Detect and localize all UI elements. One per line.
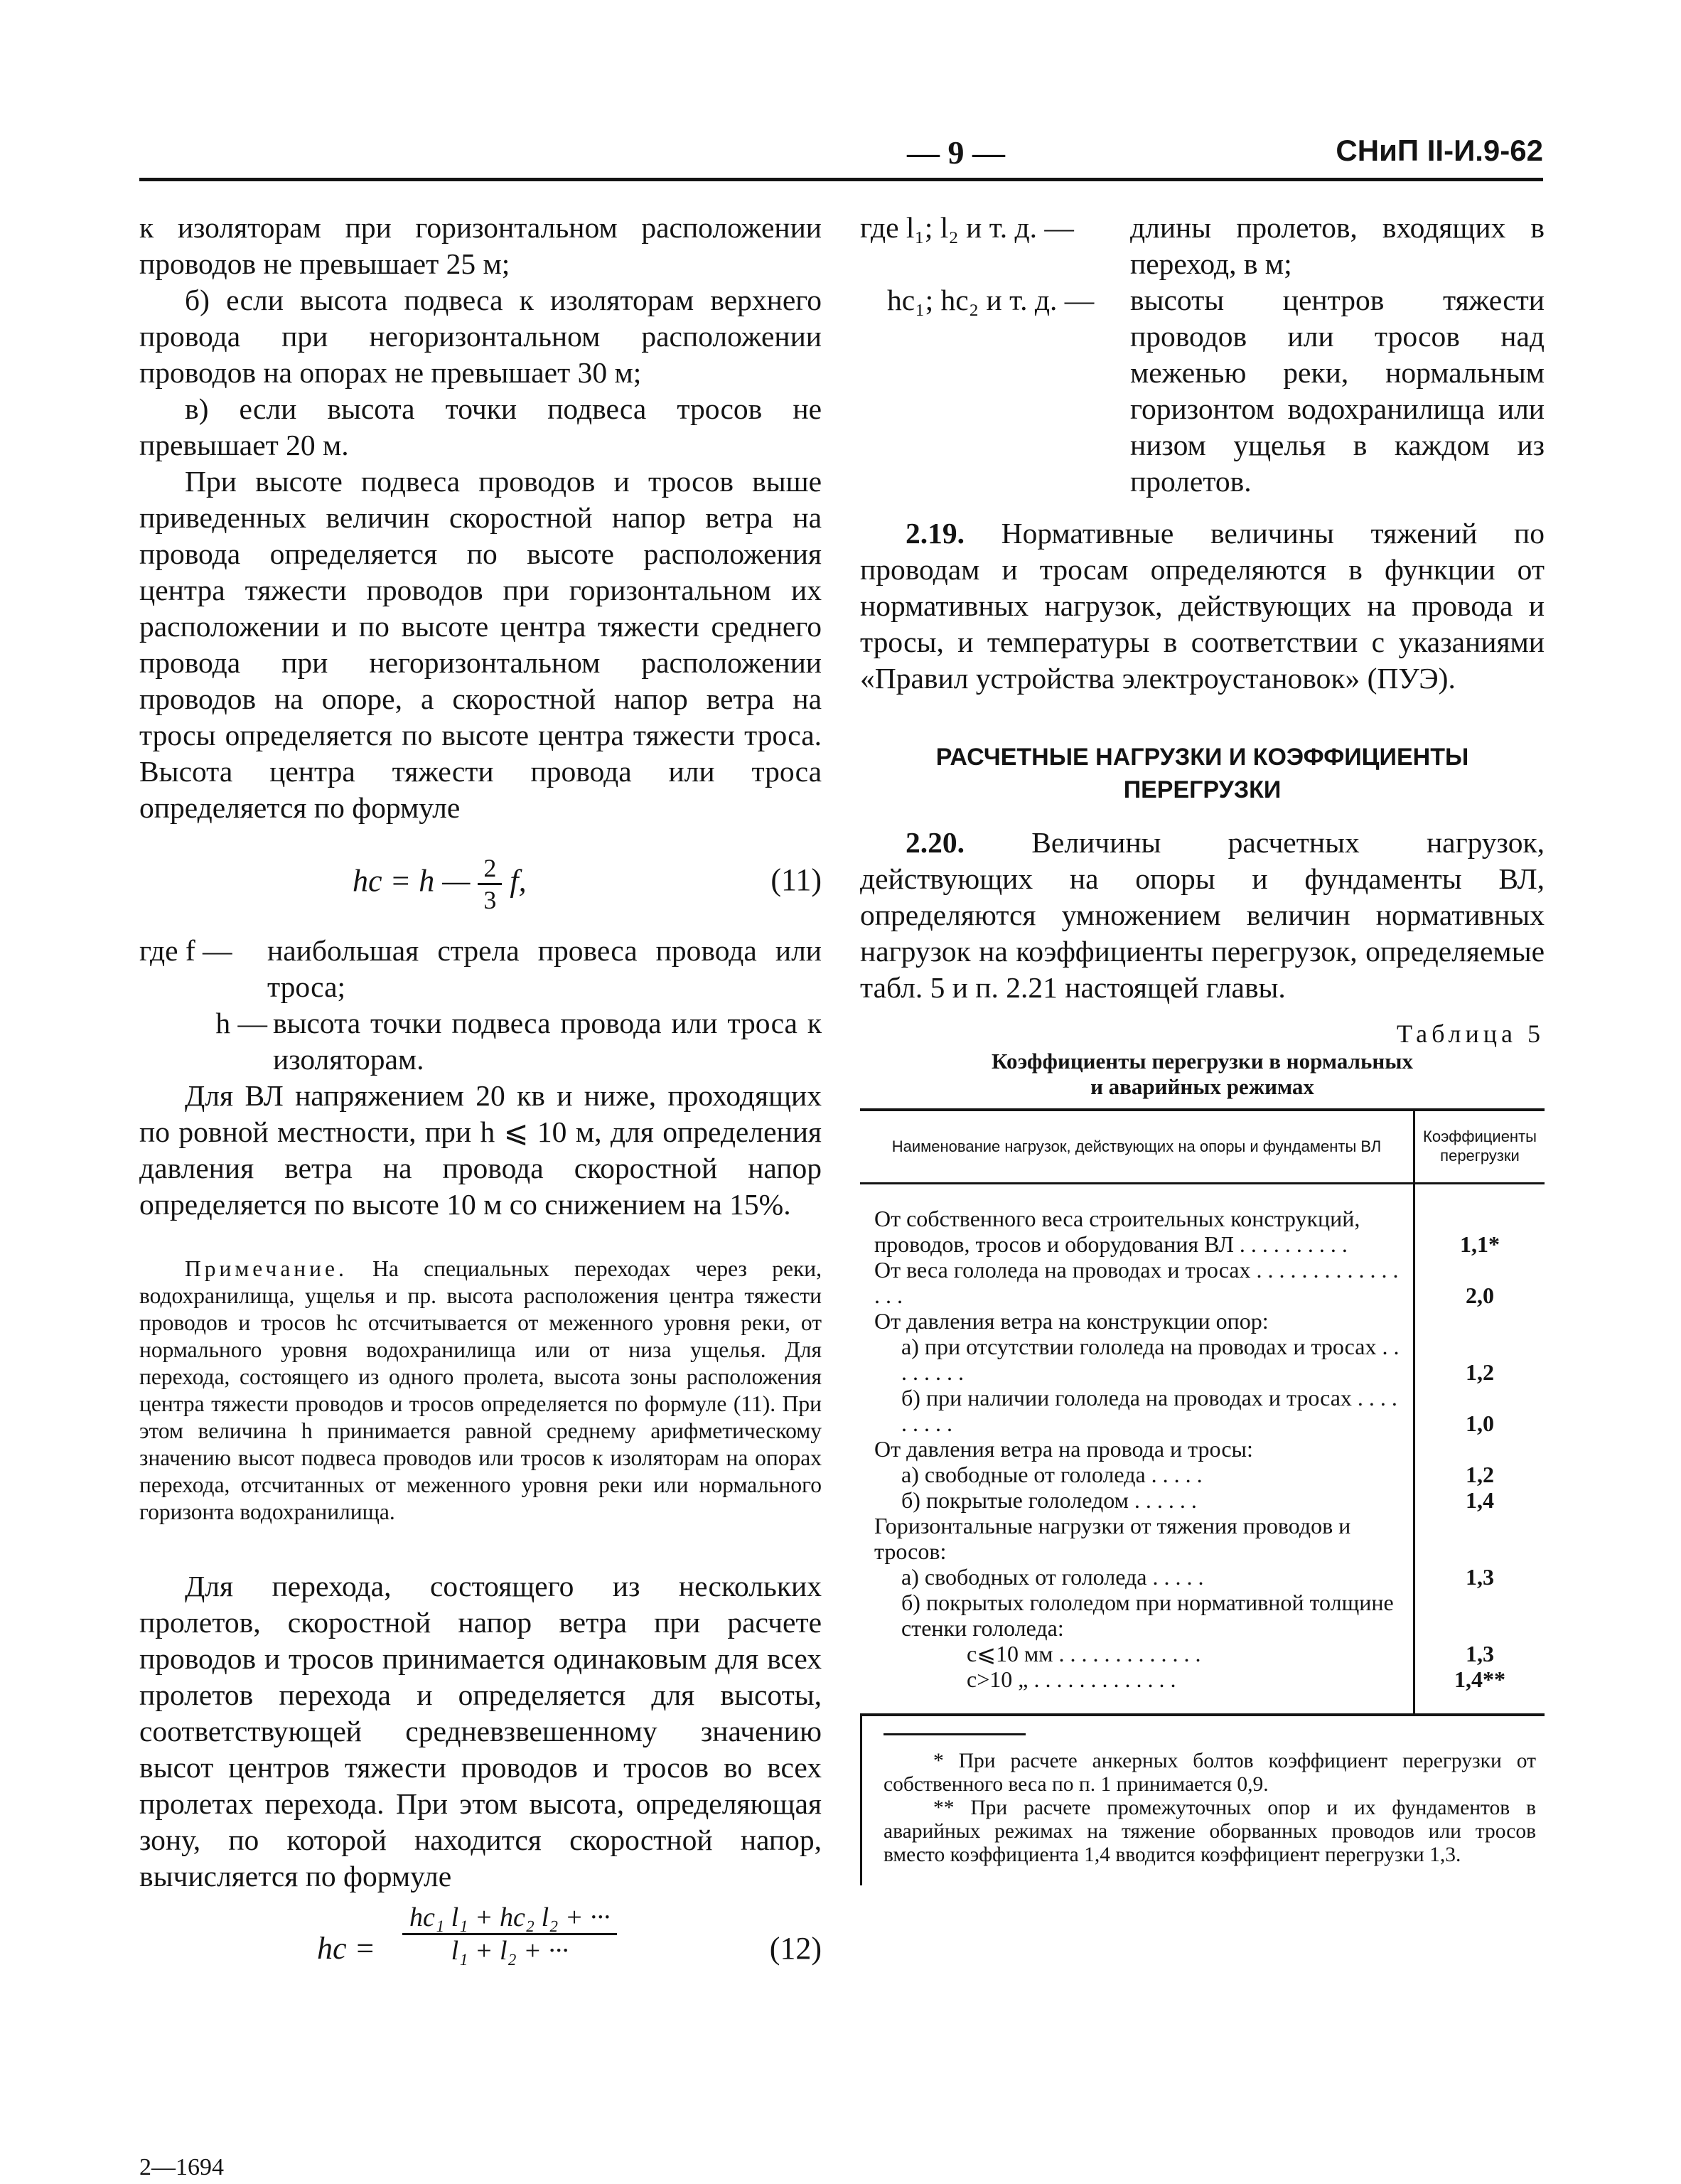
formula-11-rhs: f, [510,863,527,899]
table-title-line-2: и аварийных режимах [1090,1074,1314,1099]
coefficient-cell [1414,1590,1545,1641]
definition-term: где l₁; l₂ и т. д. — [860,211,1074,244]
section-heading-line-1: РАСЧЕТНЫЕ НАГРУЗКИ И КОЭФФИЦИЕНТЫ [935,744,1469,771]
definition-description: высота точки подвеса провода или троса к изоляторам. [273,1007,822,1076]
definition-f [139,933,822,1005]
table-row [860,1462,1545,1487]
definition-description: высоты центров тяжести проводов или тросов над меженью реки, нормальным горизонтом водохранилища или низом ущелья в каждом из пролетов. [1130,284,1545,498]
definitions-formula-12 [860,210,1545,500]
formula-12-number: (12) [769,1931,822,1966]
footnote-divider [884,1733,1026,1735]
definition-description: длины пролетов, входящих в переход, в м; [1130,211,1545,280]
coefficient-cell: 1,4** [1414,1666,1545,1715]
table-body [860,1184,1545,1715]
table-row [860,1666,1545,1715]
load-name-cell: а) свободных от гололеда . . . . . [901,1564,1204,1590]
paragraph-2-19 [860,515,1545,697]
definition-description: наибольшая стрела провеса провода или троса; [267,934,822,1003]
formula-12-fraction [402,1902,617,1966]
definitions-formula-11 [139,933,822,1078]
column-header-load: Наименование нагрузок, действующих на опоры и фундаменты ВЛ [860,1110,1414,1184]
column-header-coefficient: Коэффициенты перегрузки [1414,1110,1545,1184]
coefficient-cell [1414,1308,1545,1334]
table-title [860,1049,1545,1100]
footnote-2: ** При расчете промежуточных опор и их фундаментов в аварийных режимах на тяжение оборванных проводов или тросов вместо коэффициента 1,4 вводится коэффициент перегрузки 1,3. [884,1797,1536,1866]
note [139,1256,822,1526]
right-column [860,210,1545,1885]
clause-number: 2.19. [906,517,965,550]
table-title-line-1: Коэффициенты перегрузки в нормальных [992,1049,1413,1074]
paragraph-center-of-gravity: При высоте подвеса проводов и тросов выше приведенных величин скоростной напор ветра на провода определяется по высоте расположения центра тяжести проводов при горизонтальном их расположении и по высоте центра тяжести среднего провода при негоризонтальном расположении проводов на опоре, а скоростной напор ветра на тросы определяется по высоте центра тяжести троса. Высота центра тяжести провода или троса определяется по формуле [139,465,822,824]
table-row [860,1564,1545,1590]
paragraph-2-20 [860,825,1545,1006]
definition-term: где f — [139,934,232,967]
section-heading [860,741,1545,806]
formula-11-fraction [478,853,502,915]
table-label: Таблица 5 [1397,1019,1545,1048]
formula-12-lhs: hс = [317,1931,376,1966]
table-row [860,1184,1545,1258]
definition-term: hс₁; hс₂ и т. д. — [887,284,1095,316]
footnote-1: * При расчете анкерных болтов коэффициент перегрузки от собственного веса по п. 1 принимается 0,9. [884,1750,1536,1796]
load-name-cell: От собственного веса строительных конструкций, проводов, тросов и оборудования ВЛ . . . . . . . . . . [874,1206,1360,1257]
clause-number: 2.20. [906,826,965,859]
load-name-cell: c>10 „ . . . . . . . . . . . . . [967,1666,1176,1692]
formula-11-denominator: 3 [483,886,497,914]
coefficient-cell: 1,1* [1414,1184,1545,1258]
paragraph-item-b: б) если высота подвеса к изоляторам верхнего провода при негоризонтальном расположении проводов на опорах не превышает 30 м; [139,284,822,389]
coefficient-cell: 1,3 [1414,1641,1545,1666]
table-row [860,1487,1545,1513]
table-footnotes [860,1716,1545,1885]
coefficient-cell [1414,1513,1545,1564]
formula-11-numerator: 2 [478,853,502,885]
load-name-cell: c⩽10 мм . . . . . . . . . . . . . [967,1641,1201,1666]
load-name-cell: Горизонтальные нагрузки от тяжения проводов и тросов: [874,1513,1351,1564]
definition-l [860,210,1545,282]
paragraph-item-v: в) если высота точки подвеса тросов не превышает 20 м. [139,392,822,461]
coefficient-cell: 1,4 [1414,1487,1545,1513]
formula-12-numerator: hс₁ l₁ + hс₂ l₂ + ··· [402,1902,617,1935]
load-name-cell: От веса гололеда на проводах и тросах . . . . . . . . . . . . . . . . [874,1257,1399,1308]
table-row [860,1385,1545,1436]
coefficient-cell: 1,3 [1414,1564,1545,1590]
page-number: — 9 — [907,134,1005,171]
table-row [860,1436,1545,1462]
formula-11 [139,826,822,933]
definition-h [139,1005,822,1078]
coefficient-cell: 1,0 [1414,1385,1545,1436]
table-row [860,1513,1545,1564]
coefficient-cell: 2,0 [1414,1257,1545,1308]
load-name-cell: а) свободные от гололеда . . . . . [901,1462,1203,1487]
left-column [139,210,822,2001]
load-name-cell: От давления ветра на конструкции опор: [874,1308,1269,1334]
paragraph-multi-span: Для перехода, состоящего из нескольких пролетов, скоростной напор ветра при расчете проводов и тросов принимается одинаковым для всех пролетов перехода и определяется для высоты, соответствующей средневзвешенному значению высот центров тяжести проводов и тросов во всех пролетах перехода. При этом высота, определяющая зону, по которой находится скоростной напор, вычисляется по формуле [139,1570,822,1893]
table-row [860,1641,1545,1666]
table-row [860,1308,1545,1334]
definition-hc [860,282,1545,500]
sheet-mark: 2—1694 [139,2154,224,2180]
load-name-cell: От давления ветра на провода и тросы: [874,1436,1253,1462]
clause-text: Нормативные величины тяжений по проводам и тросам определяются в функции от нормативных нагрузок, действующих на провода и тросы, и температуры в соответствии с указаниями «Правил устройства электроустановок» (ПУЭ). [860,517,1545,695]
table-header-row [860,1110,1545,1184]
formula-11-lhs: hс = h — [353,863,471,899]
document-code: СНиП II-И.9-62 [1336,134,1543,167]
section-heading-line-2: ПЕРЕГРУЗКИ [1123,776,1282,803]
definition-term: h — [215,1007,267,1039]
paragraph-20kv: Для ВЛ напряжением 20 кв и ниже, проходящих по ровной местности, при h ⩽ 10 м, для определения давления ветра на провода скоростной напор определяется по высоте 10 м со снижением на 15%. [139,1079,822,1221]
table-row [860,1334,1545,1385]
formula-11-number: (11) [770,862,822,897]
page-header [139,128,1543,181]
load-name-cell: б) покрытых гололедом при нормативной толщине стенки гололеда: [901,1590,1394,1641]
load-name-cell: б) при наличии гололеда на проводах и тросах . . . . . . . . . [901,1385,1397,1436]
table-row [860,1257,1545,1308]
load-name-cell: б) покрытые гололедом . . . . . . [901,1487,1197,1513]
formula-12-denominator: l₁ + l₂ + ··· [451,1936,569,1966]
formula-12 [139,1895,822,2001]
paragraph-continuation: к изоляторам при горизонтальном расположении проводов не превышает 25 м; [139,211,822,280]
note-body: На специальных переходах через реки, водохранилища, ущелья и пр. высота расположения центра тяжести проводов и тросов hс отсчитывается от меженного уровня реки, от нормального уровня водохранилища или от низа ущелья. Для перехода, состоящего из одного пролета, высота зоны расположения центра тяжести проводов и тросов определяется по формуле (11). При этом величина h принимается равной среднему арифметическому значению высот подвеса проводов или тросов к изоляторам на опорах перехода, отсчитанных от меженного уровня реки или нормального горизонта водохранилища. [139,1256,822,1524]
note-label: Примечание. [185,1256,348,1281]
coefficient-cell: 1,2 [1414,1462,1545,1487]
coefficient-cell: 1,2 [1414,1334,1545,1385]
coefficients-table [860,1108,1545,1716]
clause-text: Величины расчетных нагрузок, действующих на опоры и фундаменты ВЛ, определяются умножением величин нормативных нагрузок на коэффициенты перегрузок, определяемые табл. 5 и п. 2.21 настоящей главы. [860,826,1545,1004]
load-name-cell: а) при отсутствии гололеда на проводах и тросах . . . . . . . . [901,1334,1400,1385]
table-row [860,1590,1545,1641]
coefficient-cell [1414,1436,1545,1462]
